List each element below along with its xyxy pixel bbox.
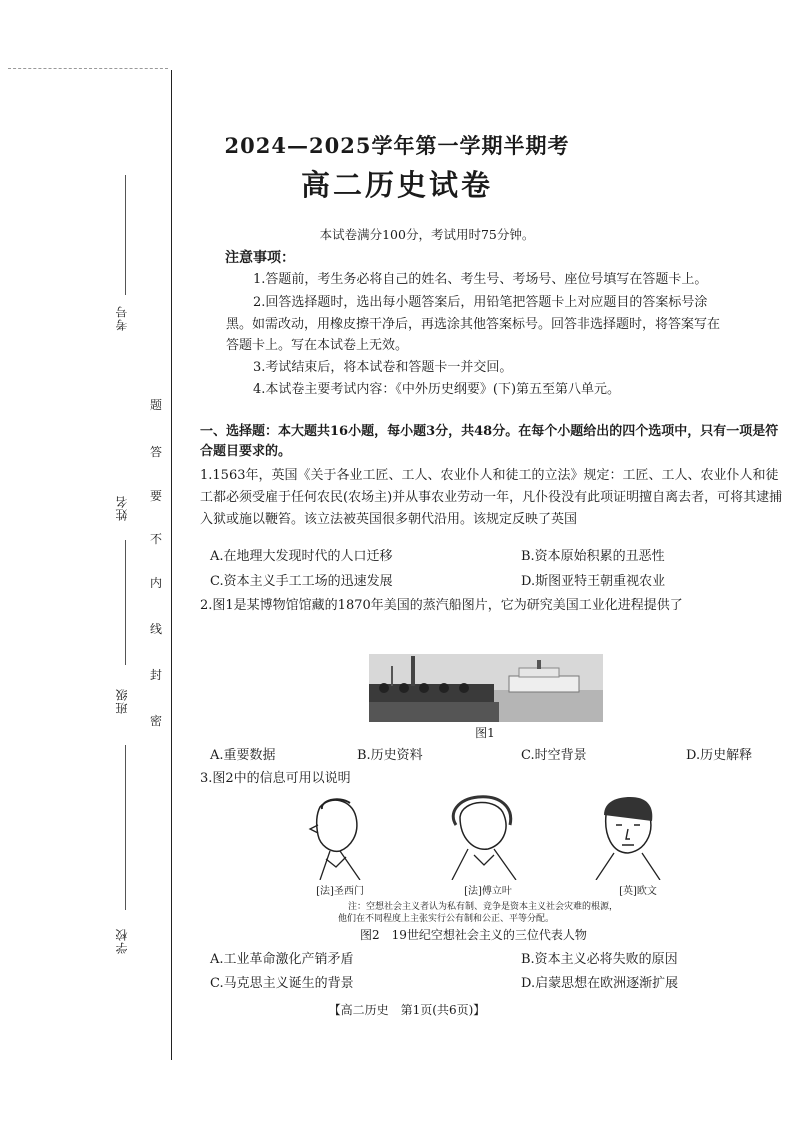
- q3-option-a[interactable]: A.工业革命激化产销矛盾: [210, 952, 354, 967]
- seal-char-4: 内: [149, 576, 162, 590]
- top-edge-mark: [8, 68, 168, 69]
- notice-line-4: 答题卡上。写在本试卷上无效。: [226, 338, 409, 353]
- figure-1-caption: 图1: [475, 726, 495, 740]
- notice-line-6: 4.本试卷主要考试内容：《中外历史纲要》(下)第五至第八单元。: [253, 382, 621, 397]
- figure-2-note-line-2: 他们在不同程度上主张实行公有制和公正、平等分配。: [338, 914, 555, 924]
- portrait-1-label: [法]圣西门: [316, 886, 364, 897]
- figure-2-caption: 图2 19世纪空想社会主义的三位代表人物: [360, 928, 587, 942]
- notice-line-1: 1.答题前，考生务必将自己的姓名、考生号、考场号、座位号填写在答题卡上。: [253, 272, 708, 287]
- name-label: 姓名: [115, 495, 129, 521]
- seal-char-7: 答: [149, 445, 162, 459]
- class-field[interactable]: [125, 745, 126, 910]
- q1-option-b[interactable]: B.资本原始积累的丑恶性: [521, 549, 665, 564]
- q1-option-d[interactable]: D.斯图亚特王朝重视农业: [521, 574, 666, 589]
- portrait-fourier: [438, 795, 528, 880]
- class-label: 班级: [115, 688, 129, 714]
- q1-option-a[interactable]: A.在地理大发现时代的人口迁移: [210, 549, 393, 564]
- seal-char-5: 不: [149, 532, 162, 546]
- portrait-2-label: [法]傅立叶: [464, 886, 512, 897]
- portrait-saint-simon: [290, 795, 380, 880]
- notice-heading: 注意事项：: [225, 250, 295, 266]
- binding-line: [171, 70, 172, 1060]
- q3-option-d[interactable]: D.启蒙思想在欧洲逐渐扩展: [521, 976, 679, 991]
- q2-option-c[interactable]: C.时空背景: [521, 748, 587, 763]
- notice-line-5: 3.考试结束后，将本试卷和答题卡一并交回。: [253, 360, 513, 375]
- page-footer: 【高二历史 第1页(共6页)】: [328, 1003, 486, 1017]
- question-3-stem: 3.图2中的信息可用以说明: [200, 771, 351, 786]
- seal-char-8: 题: [149, 398, 162, 412]
- seal-char-1: 密: [149, 714, 162, 728]
- exam-term-title: 2024—2025学年第一学期半期考: [224, 133, 570, 158]
- exam-id-label: 考号: [115, 305, 129, 331]
- notice-line-3: 黑。如需改动，用橡皮擦干净后，再选涂其他答案标号。回答非选择题时，将答案写在: [226, 317, 721, 332]
- portrait-3-label: [英]欧文: [619, 886, 657, 897]
- portrait-owen: [588, 795, 668, 880]
- q2-option-b[interactable]: B.历史资料: [357, 748, 423, 763]
- name-field[interactable]: [125, 540, 126, 665]
- seal-char-3: 线: [149, 622, 162, 636]
- q1-option-c[interactable]: C.资本主义手工工场的迅速发展: [210, 574, 393, 589]
- q2-option-a[interactable]: A.重要数据: [210, 748, 276, 763]
- figure-2-note-line-1: 注：空想社会主义者认为私有制、竞争是资本主义社会灾难的根源，: [348, 902, 619, 912]
- exam-subject-title: 高二历史试卷: [300, 168, 493, 202]
- seal-char-2: 封: [149, 668, 162, 682]
- section-1-heading: 一、选择题：本大题共16小题，每小题3分，共48分。在每个小题给出的四个选项中，只有一项是符合题目要求的。: [200, 424, 779, 459]
- exam-info: 本试卷满分100分，考试用时75分钟。: [319, 227, 535, 242]
- question-1-stem: 1.1563年，英国《关于各业工匠、工人、农业仆人和徒工的立法》规定：工匠、工人、农业仆人和徒工都必须受雇于任何农民(农场主)并从事农业劳动一年，凡仆役没有此项证明擅自离去者，可将其逮捕入狱或施以鞭笞。该立法被英国很多朝代沿用。该规定反映了英国: [200, 468, 783, 527]
- notice-line-2: 2.回答选择题时，选出每小题答案后，用铅笔把答题卡上对应题目的答案标号涂: [253, 295, 708, 310]
- seal-char-6: 要: [149, 489, 162, 503]
- steamboat-photo: [369, 654, 603, 722]
- question-2-stem: 2.图1是某博物馆馆藏的1870年美国的蒸汽船图片，它为研究美国工业化进程提供了: [200, 598, 683, 613]
- q3-option-c[interactable]: C.马克思主义诞生的背景: [210, 976, 354, 991]
- school-label: 学校: [115, 928, 129, 954]
- q2-option-d[interactable]: D.历史解释: [686, 748, 753, 763]
- q3-option-b[interactable]: B.资本主义必将失败的原因: [521, 952, 678, 967]
